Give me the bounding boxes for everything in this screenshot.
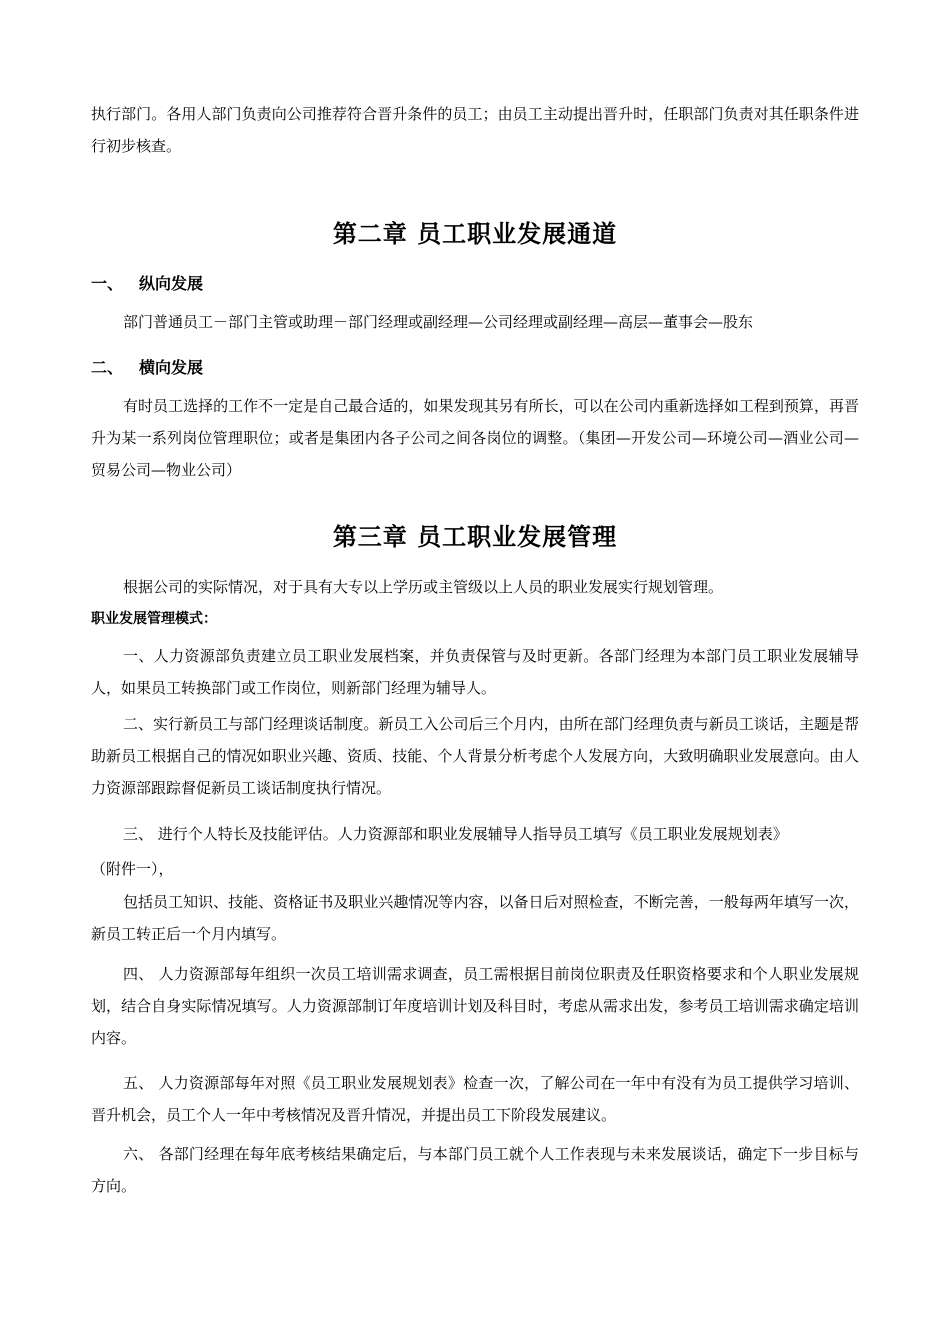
list-item: 三、 进行个人特长及技能评估。人力资源部和职业发展辅导人指导员工填写《员工职业发展规划表》 bbox=[123, 825, 788, 843]
section-1-heading bbox=[91, 272, 203, 296]
item-2-block bbox=[91, 708, 859, 804]
chapter-3-title: 第三章 员工职业发展管理 bbox=[332, 523, 618, 551]
section-1-number: 一、 bbox=[91, 274, 124, 293]
mode-label: 职业发展管理模式： bbox=[91, 611, 217, 627]
intro-paragraph-block bbox=[91, 98, 859, 162]
item-5-block bbox=[91, 1067, 859, 1131]
chapter-3-intro: 根据公司的实际情况，对于具有大专以上学历或主管级以上人员的职业发展实行规划管理。 bbox=[123, 578, 724, 596]
section-2-title: 横向发展 bbox=[139, 358, 204, 377]
item-4-block bbox=[91, 958, 859, 1054]
list-item: 四、 人力资源部每年组织一次员工培训需求调查，员工需根据目前岗位职责及任职资格要求和个人职业发展规划，结合自身实际情况填写。人力资源部制订年度培训计划及科目时，考虑从需求出发，参考员工培训需求确定培训内容。 bbox=[91, 965, 859, 1047]
list-item: 五、 人力资源部每年对照《员工职业发展规划表》检查一次，了解公司在一年中有没有为员工提供学习培训、晋升机会，员工个人一年中考核情况及晋升情况，并提出员工下阶段发展建议。 bbox=[91, 1074, 859, 1124]
section-1-text: 部门普通员工－部门主管或助理－部门经理或副经理—公司经理或副经理—高层—董事会—股东 bbox=[123, 313, 754, 331]
section-2-text: 有时员工选择的工作不一定是自己最合适的，如果发现其另有所长，可以在公司内重新选择如工程到预算，再晋升为某一系列岗位管理职位；或者是集团内各子公司之间各岗位的调整。（集团—开发公司—环境公司—酒业公司—贸易公司—物业公司） bbox=[91, 397, 859, 479]
item-6-block bbox=[91, 1138, 859, 1202]
item-1-block bbox=[91, 640, 859, 704]
intro-paragraph: 执行部门。各用人部门负责向公司推荐符合晋升条件的员工；由员工主动提出晋升时，任职部门负责对其任职条件进行初步核查。 bbox=[91, 105, 859, 155]
section-2-number: 二、 bbox=[91, 358, 124, 377]
section-2-heading bbox=[91, 356, 203, 380]
attachment-note: （附件一）， bbox=[91, 860, 174, 878]
list-item: 包括员工知识、技能、资格证书及职业兴趣情况等内容，以备日后对照检查，不断完善，一般每两年填写一次，新员工转正后一个月内填写。 bbox=[91, 893, 859, 943]
chapter-3-intro-block bbox=[91, 571, 859, 603]
chapter-2-title: 第二章 员工职业发展通道 bbox=[332, 220, 618, 248]
item-3-attachment-block bbox=[91, 853, 859, 885]
list-item: 二、实行新员工与部门经理谈话制度。新员工入公司后三个月内，由所在部门经理负责与新员工谈话，主题是帮助新员工根据自己的情况如职业兴趣、资质、技能、个人背景分析考虑个人发展方向，大致明确职业发展意向。由人力资源部跟踪督促新员工谈话制度执行情况。 bbox=[91, 715, 859, 797]
list-item: 一、人力资源部负责建立员工职业发展档案，并负责保管与及时更新。各部门经理为本部门员工职业发展辅导人，如果员工转换部门或工作岗位，则新部门经理为辅导人。 bbox=[91, 647, 859, 697]
item-3-block bbox=[91, 818, 859, 850]
section-2-body bbox=[91, 390, 859, 486]
section-1-body bbox=[91, 306, 859, 338]
list-item: 六、 各部门经理在每年底考核结果确定后，与本部门员工就个人工作表现与未来发展谈话，确定下一步目标与方向。 bbox=[91, 1145, 859, 1195]
item-3-continued-block bbox=[91, 886, 859, 950]
section-1-title: 纵向发展 bbox=[139, 274, 204, 293]
